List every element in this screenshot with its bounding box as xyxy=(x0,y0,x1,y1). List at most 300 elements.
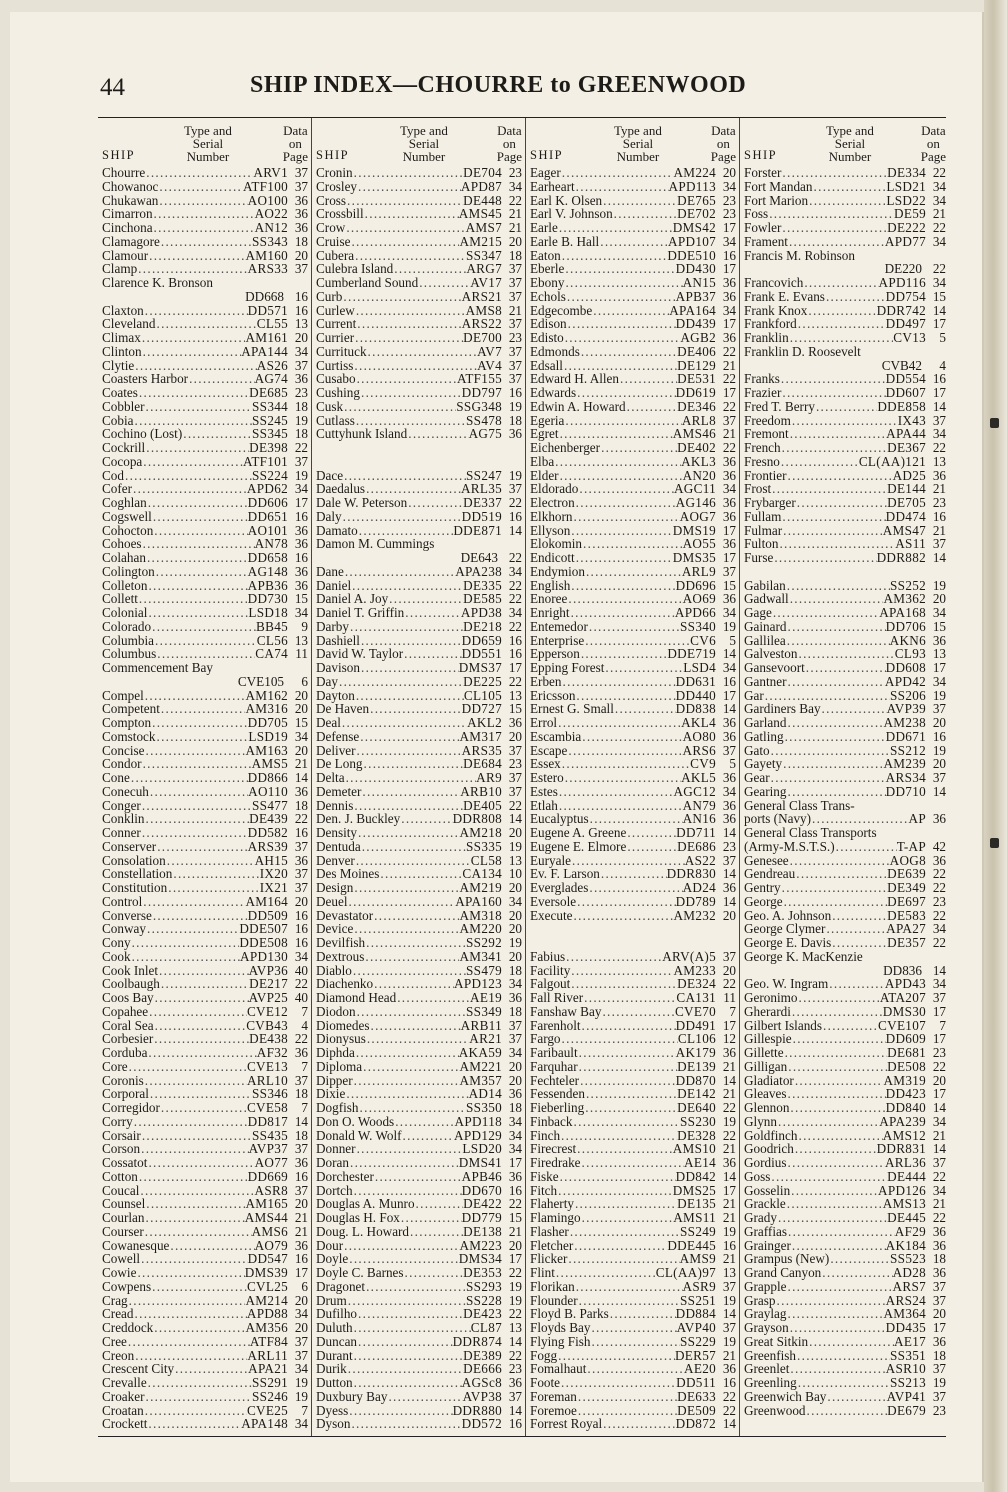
ship-type-serial: ARS39 xyxy=(247,838,288,854)
leader-dots xyxy=(134,1349,247,1363)
ship-type-serial: CL56 xyxy=(256,632,288,648)
leader-dots xyxy=(158,964,249,978)
ship-name: Gosselin xyxy=(744,1182,791,1198)
ship-type-serial: DER57 xyxy=(674,1347,716,1363)
ship-entry xyxy=(314,1129,522,1143)
ship-name: Daly xyxy=(316,508,342,524)
leader-dots xyxy=(813,180,887,194)
ship-type-serial: DE334 xyxy=(887,165,926,180)
ship-entry xyxy=(314,331,522,345)
leader-dots xyxy=(145,400,253,414)
ship-entry xyxy=(742,799,946,813)
data-page: 21 xyxy=(722,1210,736,1225)
data-page: 37 xyxy=(294,866,308,882)
ship-type-serial: DD838 xyxy=(675,701,716,717)
ship-type-serial: DE639 xyxy=(887,866,926,882)
data-page: 34 xyxy=(722,233,736,249)
ship-name: George Clymer xyxy=(744,921,826,937)
leader-dots xyxy=(777,1115,879,1129)
leader-dots xyxy=(364,950,459,964)
ship-name: Everglades xyxy=(530,880,589,895)
ship-type-serial: DD872 xyxy=(675,1416,716,1432)
data-page: 19 xyxy=(722,618,736,634)
leader-dots xyxy=(786,1087,885,1101)
data-page: 34 xyxy=(508,178,522,194)
data-page: 16 xyxy=(508,632,522,648)
leader-dots xyxy=(133,1115,248,1129)
leader-dots xyxy=(567,1252,679,1266)
ship-name: Dionysus xyxy=(316,1031,366,1047)
ship-entry xyxy=(528,1197,736,1211)
ship-entry xyxy=(100,537,308,551)
ship-type-serial: DD631 xyxy=(675,673,716,689)
ship-entry xyxy=(100,634,308,648)
ship-entry xyxy=(528,496,736,510)
ship-name: Frank E. Evans xyxy=(744,288,825,304)
leader-dots xyxy=(345,221,465,235)
ship-type-serial: APD116 xyxy=(878,275,926,290)
ship-name: Clinton xyxy=(102,343,142,359)
data-page: 16 xyxy=(294,508,308,524)
leader-dots xyxy=(169,1239,254,1253)
ship-name: De Haven xyxy=(316,701,370,717)
ship-name: Curlew xyxy=(316,302,355,318)
ship-name: Diodon xyxy=(316,1003,356,1019)
data-page: 17 xyxy=(932,316,946,332)
ship-type-serial: DE398 xyxy=(249,440,288,455)
data-page: 14 xyxy=(932,550,946,565)
header-type-line: Type and xyxy=(400,123,448,138)
ship-type-serial: SS247 xyxy=(466,467,502,483)
data-page: 37 xyxy=(722,412,736,428)
ship-entry xyxy=(528,304,736,318)
ship-entry xyxy=(100,909,308,923)
ship-entry xyxy=(314,1307,522,1321)
ship-name: Fulton xyxy=(744,536,779,552)
ship-entry xyxy=(314,414,522,428)
ship-name: Cobia xyxy=(102,412,134,428)
leader-dots xyxy=(570,977,677,991)
data-page: 23 xyxy=(508,330,522,345)
ship-entry xyxy=(314,482,522,496)
ship-type-serial: APB46 xyxy=(461,1168,502,1184)
data-page: 34 xyxy=(932,976,946,992)
data-page: 16 xyxy=(294,921,308,937)
ship-name: Faribault xyxy=(530,1045,578,1060)
ship-name: Eberle xyxy=(530,261,565,277)
ship-type-serial: DE700 xyxy=(463,330,502,345)
data-page: 36 xyxy=(722,453,736,469)
leader-dots xyxy=(821,1266,892,1280)
ship-entry xyxy=(314,1156,522,1170)
ship-name: Foremoe xyxy=(530,1402,577,1418)
ship-type-serial: DE422 xyxy=(463,1196,502,1212)
ship-type-serial: AM162 xyxy=(245,687,288,703)
ship-name: Edisto xyxy=(530,330,564,345)
ship-name: Den. J. Buckley xyxy=(316,811,401,827)
ship-entry xyxy=(314,867,522,881)
ship-type-serial: ARS24 xyxy=(885,1292,926,1308)
ship-type-serial: DE583 xyxy=(887,907,926,923)
ship-entry xyxy=(100,922,308,936)
leader-dots xyxy=(788,235,885,249)
ship-name: Frankford xyxy=(744,316,797,332)
ship-name: Cockrill xyxy=(102,440,146,455)
ship-entry xyxy=(742,1321,946,1335)
ship-name: Edgecombe xyxy=(530,302,593,318)
ship-type-serial: DE357 xyxy=(887,935,926,950)
ship-entry xyxy=(100,427,308,441)
leader-dots xyxy=(127,1335,250,1349)
data-page: 34 xyxy=(722,660,736,675)
leader-dots xyxy=(570,964,673,978)
leader-dots xyxy=(142,895,245,909)
ship-name: Competent xyxy=(102,701,160,717)
data-page: 34 xyxy=(932,1182,946,1198)
data-page: 21 xyxy=(294,1210,308,1225)
ship-entry xyxy=(100,372,308,386)
ship-name: Flying Fish xyxy=(530,1333,591,1349)
ship-entry xyxy=(742,400,946,414)
ship-name: Compel xyxy=(102,687,144,703)
leader-dots xyxy=(160,1101,247,1115)
leader-dots xyxy=(559,1170,676,1184)
ship-type-serial: AMS9 xyxy=(679,1251,716,1267)
ship-entry xyxy=(100,757,308,771)
ship-entry xyxy=(314,235,522,249)
data-page: 36 xyxy=(294,536,308,552)
ship-type-serial: CVB43 xyxy=(246,1017,288,1033)
leader-dots xyxy=(781,510,885,524)
leader-dots xyxy=(355,689,464,703)
data-page: 34 xyxy=(932,605,946,620)
ship-entry xyxy=(528,1349,736,1363)
leader-dots xyxy=(136,1266,244,1280)
ship-name: Dogfish xyxy=(316,1100,359,1115)
ship-type-serial: APA164 xyxy=(669,302,716,318)
ship-type-serial: DD779 xyxy=(461,1210,502,1225)
ship-entry xyxy=(742,1197,946,1211)
ship-type-serial: DD423 xyxy=(885,1086,926,1102)
ship-entry xyxy=(742,1087,946,1101)
ship-type-serial: SS351 xyxy=(890,1347,926,1363)
ship-type-serial: CV13 xyxy=(893,330,926,345)
ship-name: Durik xyxy=(316,1361,347,1377)
leader-dots xyxy=(182,427,252,441)
leader-dots xyxy=(154,1019,247,1033)
ship-type-serial: SSG348 xyxy=(456,398,502,414)
ship-type-serial: DE445 xyxy=(887,1210,926,1225)
ship-name: Currier xyxy=(316,330,355,345)
ship-type-serial: AM224 xyxy=(673,165,716,180)
leader-dots xyxy=(145,166,253,180)
ship-type-serial: AGC12 xyxy=(673,783,716,799)
ship-name: Fall River xyxy=(530,990,584,1005)
data-page: 18 xyxy=(294,797,308,813)
ship-name: Comstock xyxy=(102,728,156,744)
leader-dots xyxy=(356,1142,463,1156)
leader-dots xyxy=(572,909,673,923)
ship-entry xyxy=(100,1404,308,1418)
ship-type-serial: DD670 xyxy=(461,1182,502,1198)
ship-entry xyxy=(100,716,308,730)
data-page: 16 xyxy=(508,646,522,662)
leader-dots xyxy=(138,386,249,400)
ship-entry xyxy=(100,1005,308,1019)
leader-dots xyxy=(583,991,676,1005)
ship-type-serial: CL87 xyxy=(470,1320,502,1335)
data-page: 21 xyxy=(722,1086,736,1102)
ship-name: Echols xyxy=(530,288,566,304)
data-page: 36 xyxy=(722,1155,736,1170)
data-page: 34 xyxy=(508,893,522,909)
ship-name: Flamingo xyxy=(530,1210,581,1225)
ship-name: Genesee xyxy=(744,852,789,868)
ship-name: Franklin D. Roosevelt xyxy=(744,343,861,359)
ship-type-serial: DE138 xyxy=(463,1223,502,1239)
ship-type-serial: AO80 xyxy=(682,728,716,744)
leader-dots xyxy=(128,1294,246,1308)
ship-entry xyxy=(742,689,946,703)
ship-entry xyxy=(742,1074,946,1088)
ship-name: Eugene E. Elmore xyxy=(530,838,627,854)
ship-name: Greenwood xyxy=(744,1402,806,1418)
leader-dots xyxy=(156,840,247,854)
ship-entry xyxy=(314,592,522,606)
leader-dots xyxy=(361,840,466,854)
leader-dots xyxy=(379,867,462,881)
data-page: 11 xyxy=(295,646,308,662)
header-data-line: Page xyxy=(710,149,736,164)
ship-type-serial: DD511 xyxy=(676,1375,716,1390)
ship-entry xyxy=(100,1019,308,1033)
ship-name: Gabilan xyxy=(744,577,786,593)
blank-row xyxy=(314,441,522,455)
ship-entry xyxy=(314,744,522,758)
ship-entry xyxy=(528,207,736,221)
data-page: 37 xyxy=(932,1155,946,1170)
ship-name: Galveston xyxy=(744,646,798,662)
ship-entry xyxy=(742,221,946,235)
leader-dots xyxy=(353,1184,462,1198)
ship-entry xyxy=(314,1362,522,1376)
leader-dots xyxy=(144,1074,247,1088)
data-page: 22 xyxy=(932,220,946,235)
leader-dots xyxy=(619,372,677,386)
ship-entry xyxy=(528,221,736,235)
data-page: 16 xyxy=(932,728,946,744)
ship-type-serial: DE218 xyxy=(463,618,502,634)
ship-name: Franks xyxy=(744,371,780,387)
ship-type-serial: ATF84 xyxy=(249,1333,288,1349)
ship-name: Egeria xyxy=(530,412,565,428)
ship-entry xyxy=(528,1390,736,1404)
data-page: 7 xyxy=(301,1058,308,1074)
ship-type-serial: DDR808 xyxy=(452,811,502,827)
ship-type-serial: SS229 xyxy=(680,1333,716,1349)
ship-type-serial: APD126 xyxy=(878,1182,926,1198)
ship-name: Coghlan xyxy=(102,495,147,510)
ship-entry xyxy=(528,441,736,455)
ship-entry xyxy=(742,551,946,565)
header-data-line: on xyxy=(716,136,730,151)
ship-name: Des Moines xyxy=(316,866,380,882)
ship-type-serial: APA160 xyxy=(455,893,502,909)
data-page: 34 xyxy=(508,1127,522,1143)
ship-type-serial: AGC11 xyxy=(673,481,716,497)
ship-name: Eversole xyxy=(530,893,577,909)
ship-name: Courlan xyxy=(102,1210,145,1225)
data-page: 21 xyxy=(722,357,736,373)
ship-name: Douglas A. Munro xyxy=(316,1196,415,1212)
ship-name: Foote xyxy=(530,1375,561,1390)
ship-type-serial: CVE58 xyxy=(246,1100,288,1115)
ship-entry xyxy=(742,1142,946,1156)
data-page: 34 xyxy=(932,178,946,194)
leader-dots xyxy=(586,1362,684,1376)
leader-dots xyxy=(806,1404,888,1418)
ship-entry xyxy=(742,1005,946,1019)
ship-type-serial: DE697 xyxy=(887,893,926,909)
ship-name: Currituck xyxy=(316,343,367,359)
leader-dots xyxy=(402,1129,455,1143)
ship-entry xyxy=(100,744,308,758)
leader-dots xyxy=(786,1197,883,1211)
ship-entry xyxy=(100,1060,308,1074)
ship-entry xyxy=(314,1019,522,1033)
leader-dots xyxy=(601,1005,675,1019)
leader-dots xyxy=(773,551,876,565)
data-page: 34 xyxy=(932,673,946,689)
ship-type-serial: BB45 xyxy=(256,618,288,634)
ship-entry xyxy=(100,524,308,538)
leader-dots xyxy=(789,427,886,441)
ship-type-serial: AKA59 xyxy=(458,1045,502,1060)
ship-type-serial: DE681 xyxy=(887,1045,926,1060)
ship-type-serial: AVP41 xyxy=(886,1388,926,1404)
leader-dots xyxy=(770,744,890,758)
data-page: 22 xyxy=(932,907,946,923)
ship-type-serial: AKL5 xyxy=(681,770,716,785)
ship-entry xyxy=(100,345,308,359)
data-page: 36 xyxy=(294,371,308,387)
leader-dots xyxy=(134,359,257,373)
ship-name: Edwards xyxy=(530,385,577,400)
leader-dots xyxy=(789,1362,885,1376)
ship-name: Dentuda xyxy=(316,838,361,854)
header-data-line: Data xyxy=(283,123,308,138)
ship-type-serial: ASR8 xyxy=(254,1182,288,1198)
ship-entry xyxy=(100,730,308,744)
data-page: 20 xyxy=(722,165,736,180)
ship-name: Crockett xyxy=(102,1416,148,1432)
data-page: 20 xyxy=(722,962,736,978)
data-page: 36 xyxy=(294,1045,308,1060)
data-page: 14 xyxy=(294,1113,308,1129)
data-page: 14 xyxy=(294,770,308,785)
leader-dots xyxy=(156,647,255,661)
data-page: 36 xyxy=(932,467,946,483)
ship-entry xyxy=(528,1404,736,1418)
leader-dots xyxy=(602,1417,675,1431)
ship-entry xyxy=(742,537,946,551)
ship-name: Etlah xyxy=(530,797,558,813)
header-data-line: Page xyxy=(282,149,308,164)
leader-dots xyxy=(144,1404,247,1418)
ship-entry xyxy=(528,716,736,730)
ship-type-serial: AF32 xyxy=(256,1045,288,1060)
header-ship: SHIP xyxy=(530,148,564,163)
leader-dots xyxy=(564,262,675,276)
ship-name: Earheart xyxy=(530,178,575,194)
data-page: 18 xyxy=(508,247,522,263)
leader-dots xyxy=(151,716,248,730)
data-page: 17 xyxy=(508,1251,522,1267)
ship-type-serial: CVE105 xyxy=(237,673,284,689)
ship-type-serial: DE508 xyxy=(887,1058,926,1074)
ship-name: Conner xyxy=(102,825,141,840)
ship-name: Control xyxy=(102,893,143,909)
ship-type-serial: SS345 xyxy=(252,426,288,442)
leader-dots xyxy=(149,785,248,799)
ship-type-serial: APD87 xyxy=(460,178,502,194)
ship-entry xyxy=(742,592,946,606)
ship-name: Damato xyxy=(316,522,358,538)
ship-name: Gainard xyxy=(744,618,787,634)
leader-dots xyxy=(578,1294,680,1308)
ship-entry xyxy=(314,716,522,730)
leader-dots xyxy=(347,1362,463,1376)
ship-entry xyxy=(100,1032,308,1046)
ship-name: Cowell xyxy=(102,1251,141,1267)
ship-type-serial: DD797 xyxy=(461,385,502,400)
ship-name: Dashiell xyxy=(316,632,360,648)
data-page: 19 xyxy=(508,467,522,483)
ship-entry xyxy=(528,1266,736,1280)
leader-dots xyxy=(578,482,674,496)
data-page: 14 xyxy=(932,398,946,414)
ship-name: Eager xyxy=(530,165,561,180)
ship-entry xyxy=(100,812,308,826)
ship-name: Elder xyxy=(530,467,559,483)
ship-type-serial: AKL2 xyxy=(467,715,502,730)
ship-name: Gendreau xyxy=(744,866,796,882)
ship-entry xyxy=(528,991,736,1005)
leader-dots xyxy=(356,372,457,386)
ship-entry xyxy=(742,579,946,593)
data-page: 22 xyxy=(294,440,308,455)
data-page: 22 xyxy=(294,1031,308,1047)
leader-dots xyxy=(128,1060,247,1074)
ship-entry xyxy=(742,854,946,868)
ship-entry xyxy=(314,1170,522,1184)
page-binding xyxy=(984,0,1007,1492)
ship-name: Enright xyxy=(530,605,570,620)
ship-name: Cubera xyxy=(316,247,355,263)
data-page: 36 xyxy=(722,1361,736,1377)
ship-entry xyxy=(742,606,946,620)
leader-dots xyxy=(144,1390,252,1404)
ship-type-serial: AN78 xyxy=(254,536,288,552)
data-page: 20 xyxy=(294,330,308,345)
ship-entry xyxy=(100,304,308,318)
data-page: 20 xyxy=(508,728,522,744)
ship-name: Fechteler xyxy=(530,1072,580,1088)
data-page: 36 xyxy=(294,522,308,538)
ship-type-serial: DDE510 xyxy=(667,247,716,263)
ship-name: Grackle xyxy=(744,1196,786,1212)
ship-name: Cook Inlet xyxy=(102,962,159,978)
